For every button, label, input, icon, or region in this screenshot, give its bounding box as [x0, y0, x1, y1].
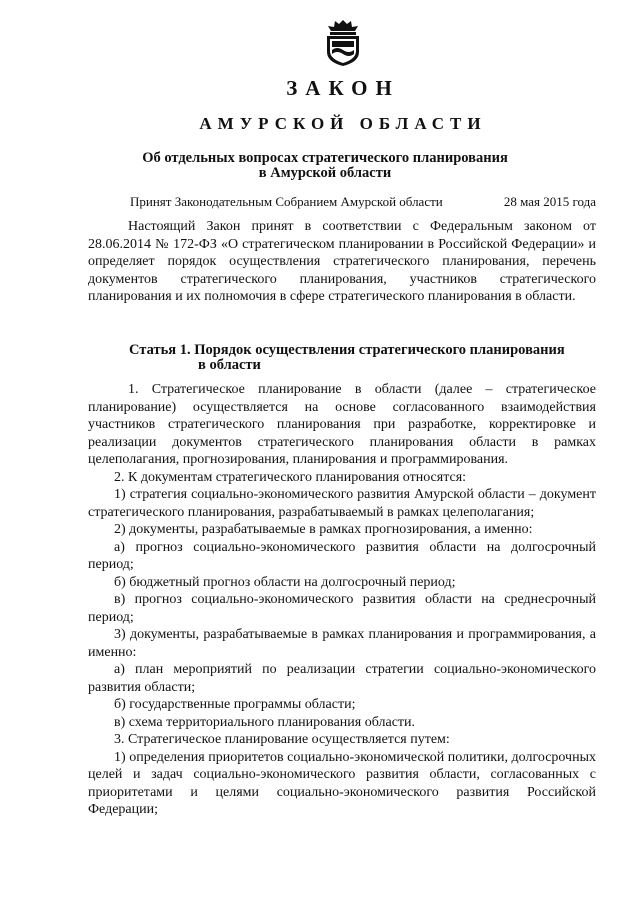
document-type: ЗАКОН	[286, 76, 400, 100]
article-heading-line2: в области	[198, 357, 261, 373]
adoption-note: Принят Законодательным Собранием Амурской области	[130, 194, 443, 209]
intro-paragraph	[88, 218, 596, 306]
law-title-line2: в Амурской области	[258, 165, 392, 181]
article-heading	[129, 343, 599, 373]
paragraph: б) бюджетный прогноз области на долгосрочный период;	[114, 574, 456, 590]
paragraph: в) схема территориального планирования области.	[114, 714, 416, 730]
adoption-date: 28 мая 2015 года	[503, 194, 596, 209]
paragraph: 2) документы, разрабатываемые в рамках прогнозирования, а именно:	[114, 522, 533, 537]
region-name: АМУРСКОЙ ОБЛАСТИ	[199, 114, 487, 133]
intro-text: Настоящий Закон принят в соответствии с Федеральным законом от 28.06.2014 № 172-ФЗ «О стратегическом планировании в Российской Федерации» и определяет порядок осуществления стратегического планирования, перечень документов стратегического планирования, участников стратегического планирования и их полномочия в сфере стратегического планирования в области.	[88, 219, 596, 304]
paragraph: в) прогноз социально-экономического развития области на среднесрочный период;	[88, 592, 596, 625]
article-heading-line1: Статья 1. Порядок осуществления стратегического планирования	[129, 342, 565, 358]
paragraph: 3) документы, разрабатываемые в рамках планирования и программирования, а именно:	[88, 627, 596, 660]
paragraph: а) план мероприятий по реализации стратегии социально-экономического развития области;	[88, 662, 596, 695]
paragraph: 3. Стратегическое планирование осуществляется путем:	[114, 732, 450, 747]
paragraph: б) государственные программы области;	[114, 697, 356, 712]
paragraph: а) прогноз социально-экономического развития области на долгосрочный период;	[88, 539, 596, 572]
paragraph: 1) определения приоритетов социально-экономической политики, долгосрочных целей и задач социально-экономического развития области, согласованных с приоритетами и целями социально-экономического развития Российской Федерации;	[88, 749, 596, 817]
coat-of-arms-icon	[321, 18, 365, 68]
law-title	[120, 151, 530, 181]
law-title-line1: Об отдельных вопросах стратегического планирования	[142, 150, 508, 166]
paragraph: 1) стратегия социально-экономического развития Амурской области – документ стратегического планирования, разрабатываемый в рамках целеполагания;	[88, 487, 596, 520]
paragraph: 2. К документам стратегического планирования относятся:	[114, 469, 467, 485]
article-body	[88, 381, 596, 819]
paragraph: 1. Стратегическое планирование в области (далее – стратегическое планирование) осуществляется на основе согласованного взаимодействия участников стратегического планирования при разработке, корректировке и реализации документов стратегического планирования области в рамках целеполагания, прогнозирования, планирования и программирования.	[88, 382, 596, 467]
